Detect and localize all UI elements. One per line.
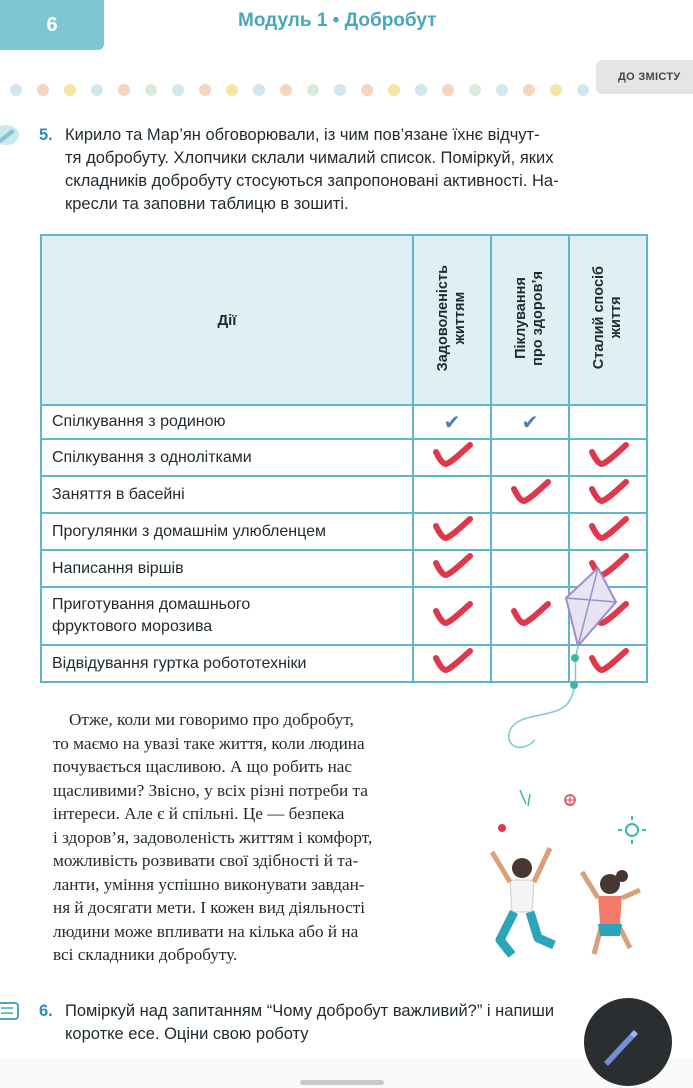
body-line: Отже, коли ми говоримо про добробут, [69, 710, 354, 729]
activity-cell [41, 587, 413, 645]
task-5-number: 5. [39, 126, 53, 144]
body-line: всі складники добробуту. [53, 945, 238, 964]
task-5-line: складників добробуту стосуються запропоновані активності. На- [65, 172, 559, 190]
mark-cell[interactable] [413, 513, 491, 550]
handwritten-check-icon [586, 440, 630, 470]
body-line: інтереси. Але є й спільні. Це — безпека [53, 804, 345, 823]
header-sustainable-lifestyle [569, 235, 647, 405]
body-line: і здоров’я, задоволеність життям і комфорт, [53, 827, 373, 847]
handwritten-check-icon [508, 477, 552, 507]
kite-illustration [480, 560, 620, 770]
decorative-dot [280, 84, 292, 96]
decorative-dot [37, 84, 49, 96]
task-6 [39, 1000, 659, 1046]
activity-cell [41, 476, 413, 513]
pen-icon [584, 998, 672, 1086]
handwritten-check-icon [430, 440, 474, 470]
mark-cell[interactable] [491, 513, 569, 550]
body-line: ня й досягати мети. І кожен вид діяльності [53, 898, 366, 917]
task-6-line: коротке есе. Оціни свою роботу [65, 1025, 309, 1043]
page-number: 6 [0, 0, 104, 50]
header-health-care [491, 235, 569, 405]
decorative-dots [0, 84, 620, 98]
decorative-dot [10, 84, 22, 96]
activity-label: Спілкування з однолітками [52, 448, 252, 466]
activity-cell [41, 645, 413, 682]
activity-cell [41, 439, 413, 476]
header-line: Піклування [513, 277, 529, 359]
decorative-dot [91, 84, 103, 96]
header-life-satisfaction [413, 235, 491, 405]
task-5-line: кресли та заповни таблицю в зошиті. [65, 195, 349, 213]
mark-cell[interactable] [569, 476, 647, 513]
body-line: то маємо на увазі таке життя, коли людина [53, 733, 365, 753]
activity-label: Прогулянки з домашнім улюбленцем [52, 522, 326, 540]
decorative-dot [253, 84, 265, 96]
activity-cell [41, 405, 413, 439]
activity-label: Написання віршів [52, 559, 184, 577]
mark-cell[interactable] [491, 405, 569, 439]
activity-label: фруктового морозива [52, 618, 213, 635]
mark-cell[interactable] [413, 405, 491, 439]
printed-check-icon: ✔ [443, 411, 461, 434]
decorative-dot [469, 84, 481, 96]
printed-check-icon: ✔ [521, 411, 539, 434]
decorative-dot [415, 84, 427, 96]
module-title: Модуль 1 • Добробут [238, 10, 437, 31]
decorative-dot [199, 84, 211, 96]
decorative-dot [577, 84, 589, 96]
handwritten-check-icon [430, 599, 474, 629]
body-line: ланти, уміння успішно виконувати завдан- [53, 874, 365, 894]
mark-cell[interactable] [569, 405, 647, 439]
mark-cell[interactable] [413, 439, 491, 476]
activity-cell [41, 550, 413, 587]
decorative-dot [361, 84, 373, 96]
handwritten-check-icon [586, 477, 630, 507]
mark-cell[interactable] [569, 513, 647, 550]
children-illustration [470, 780, 660, 980]
mark-cell[interactable] [413, 476, 491, 513]
decorative-dot [172, 84, 184, 96]
header-line: життя [608, 297, 624, 339]
table-row [41, 476, 647, 513]
decorative-dot [118, 84, 130, 96]
toc-button[interactable]: ДО ЗМІСТУ [596, 60, 693, 94]
body-line: щасливими? Звісно, у всіх різні потреби та [53, 780, 368, 800]
decorative-dot [307, 84, 319, 96]
task-6-line: Поміркуй над запитанням “Чому добробут важливий?” і напиши [65, 1002, 555, 1020]
header-line: про здоров’я [530, 270, 546, 366]
activity-label: Приготування домашнього [52, 596, 251, 613]
gesture-nav-bar[interactable] [300, 1080, 384, 1085]
task-5-line: Кирило та Мар’ян обговорювали, із чим пов’язане їхнє відчут- [65, 126, 540, 144]
decorative-dot [442, 84, 454, 96]
body-line: можливість розвивати свої здібності й та- [53, 851, 359, 870]
body-line: почувається щасливою. А що робить нас [53, 757, 353, 776]
table-header-row [41, 235, 647, 405]
decorative-dot [388, 84, 400, 96]
mark-cell[interactable] [491, 439, 569, 476]
activity-label: Заняття в басейні [52, 485, 185, 503]
activity-cell [41, 513, 413, 550]
header-line: життям [452, 291, 468, 345]
table-row [41, 513, 647, 550]
decorative-dot [334, 84, 346, 96]
edit-fab-button[interactable] [584, 998, 672, 1086]
activity-label: Спілкування з родиною [52, 413, 226, 430]
decorative-dot [550, 84, 562, 96]
mark-cell[interactable] [491, 476, 569, 513]
header-line: Сталий спосіб [591, 266, 607, 370]
task-5-line: тя добробуту. Хлопчики склали чималий список. Поміркуй, яких [65, 149, 554, 167]
mark-cell[interactable] [569, 439, 647, 476]
body-paragraph [53, 708, 461, 967]
header-line: Задоволеність [435, 264, 451, 372]
table-row [41, 439, 647, 476]
decorative-dot [523, 84, 535, 96]
decorative-dot [496, 84, 508, 96]
handwritten-check-icon [430, 551, 474, 581]
handwritten-check-icon [430, 514, 474, 544]
table-row [41, 405, 647, 439]
pencil-circle-icon [0, 124, 22, 146]
notebook-icon [0, 1000, 22, 1022]
decorative-dot [226, 84, 238, 96]
handwritten-check-icon [430, 646, 474, 676]
activity-label: Відвідування гуртка робототехніки [52, 654, 307, 672]
decorative-dot [145, 84, 157, 96]
body-line: людини може впливати на кілька або й на [53, 921, 359, 941]
decorative-dot [64, 84, 76, 96]
task-5 [39, 124, 659, 216]
header-actions: Дії [41, 235, 413, 405]
task-6-number: 6. [39, 1002, 53, 1020]
handwritten-check-icon [586, 514, 630, 544]
